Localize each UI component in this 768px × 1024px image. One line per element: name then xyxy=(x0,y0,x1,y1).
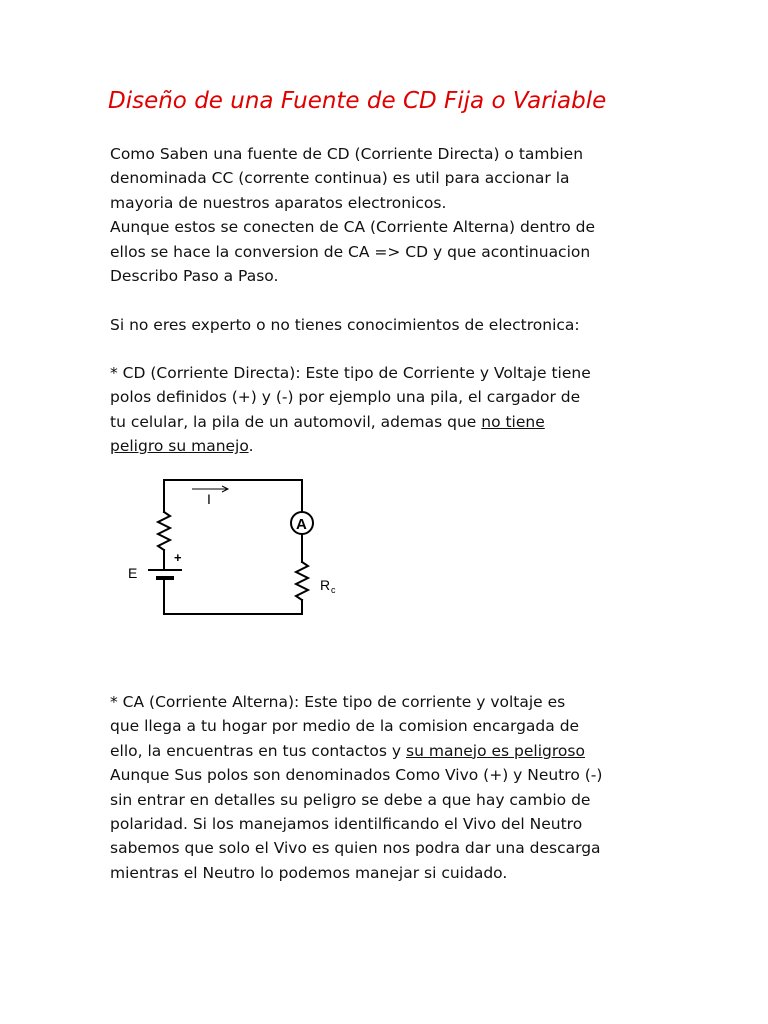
plus-label: + xyxy=(174,550,182,565)
cd-line xyxy=(110,410,690,434)
intro-line: ellos se hace la conversion de CA => CD y que acontinuacion xyxy=(110,242,591,261)
intro-line: Aunque estos se conecten de CA (Corriente Alterna) dentro de xyxy=(110,218,596,237)
ca-line: sabemos que solo el Vivo es quien nos podra dar una descarga xyxy=(110,839,601,858)
ca-line: * CA (Corriente Alterna): Este tipo de corriente y voltaje es xyxy=(110,693,566,711)
load-label-letter: R xyxy=(320,577,331,593)
cd-underlined-text: peligro su manejo xyxy=(110,437,249,456)
ca-line: polaridad. Si los manejamos identilficando el Vivo del Neutro xyxy=(110,814,583,833)
load-label-group xyxy=(318,572,348,600)
circuit-diagram xyxy=(118,472,318,622)
intro-line: mayoria de nuestros aparatos electronicos. xyxy=(110,193,447,212)
load-label-subscript: c xyxy=(331,585,336,595)
ca-line: que llega a tu hogar por medio de la comision encargada de xyxy=(110,717,580,736)
intro-paragraph xyxy=(110,142,690,288)
cd-line-text: tu celular, la pila de un automovil, ademas que xyxy=(110,412,482,431)
cd-paragraph xyxy=(110,361,690,459)
source-label: E xyxy=(128,565,138,581)
ca-line: Aunque Sus polos son denominados Como Vivo (+) y Neutro (-) xyxy=(110,766,603,785)
cd-line-text: . xyxy=(248,437,254,456)
non-expert-paragraph xyxy=(110,313,690,337)
intro-line: Describo Paso a Paso. xyxy=(110,266,279,285)
intro-line: denominada CC (corrente continua) es util para accionar la xyxy=(110,169,570,188)
non-expert-line: Si no eres experto o no tienes conocimientos de electronica: xyxy=(110,316,580,334)
internal-resistor xyxy=(158,512,170,550)
ca-line: mientras el Neutro lo podemos manejar si cuidado. xyxy=(110,863,508,882)
ca-line-text: ello, la encuentras en tus contactos y xyxy=(110,741,407,760)
cd-line: * CD (Corriente Directa): Este tipo de Corriente y Voltaje tiene xyxy=(110,364,591,382)
ca-underlined-text: su manejo es peligroso xyxy=(406,741,585,760)
cd-underlined-text: no tiene xyxy=(481,412,545,431)
cd-line: polos definidos (+) y (-) por ejemplo una pila, el cargador de xyxy=(110,388,581,407)
current-label: I xyxy=(207,491,211,507)
cd-line xyxy=(110,434,690,458)
ca-line xyxy=(110,739,690,763)
ca-line: sin entrar en detalles su peligro se debe a que hay cambio de xyxy=(110,790,591,809)
load-resistor xyxy=(296,562,308,600)
ca-paragraph xyxy=(110,690,690,885)
page-title: Diseño de una Fuente de CD Fija o Variable xyxy=(108,88,607,114)
ammeter-label: A xyxy=(296,516,307,533)
intro-line: Como Saben una fuente de CD (Corriente Directa) o tambien xyxy=(110,145,584,163)
